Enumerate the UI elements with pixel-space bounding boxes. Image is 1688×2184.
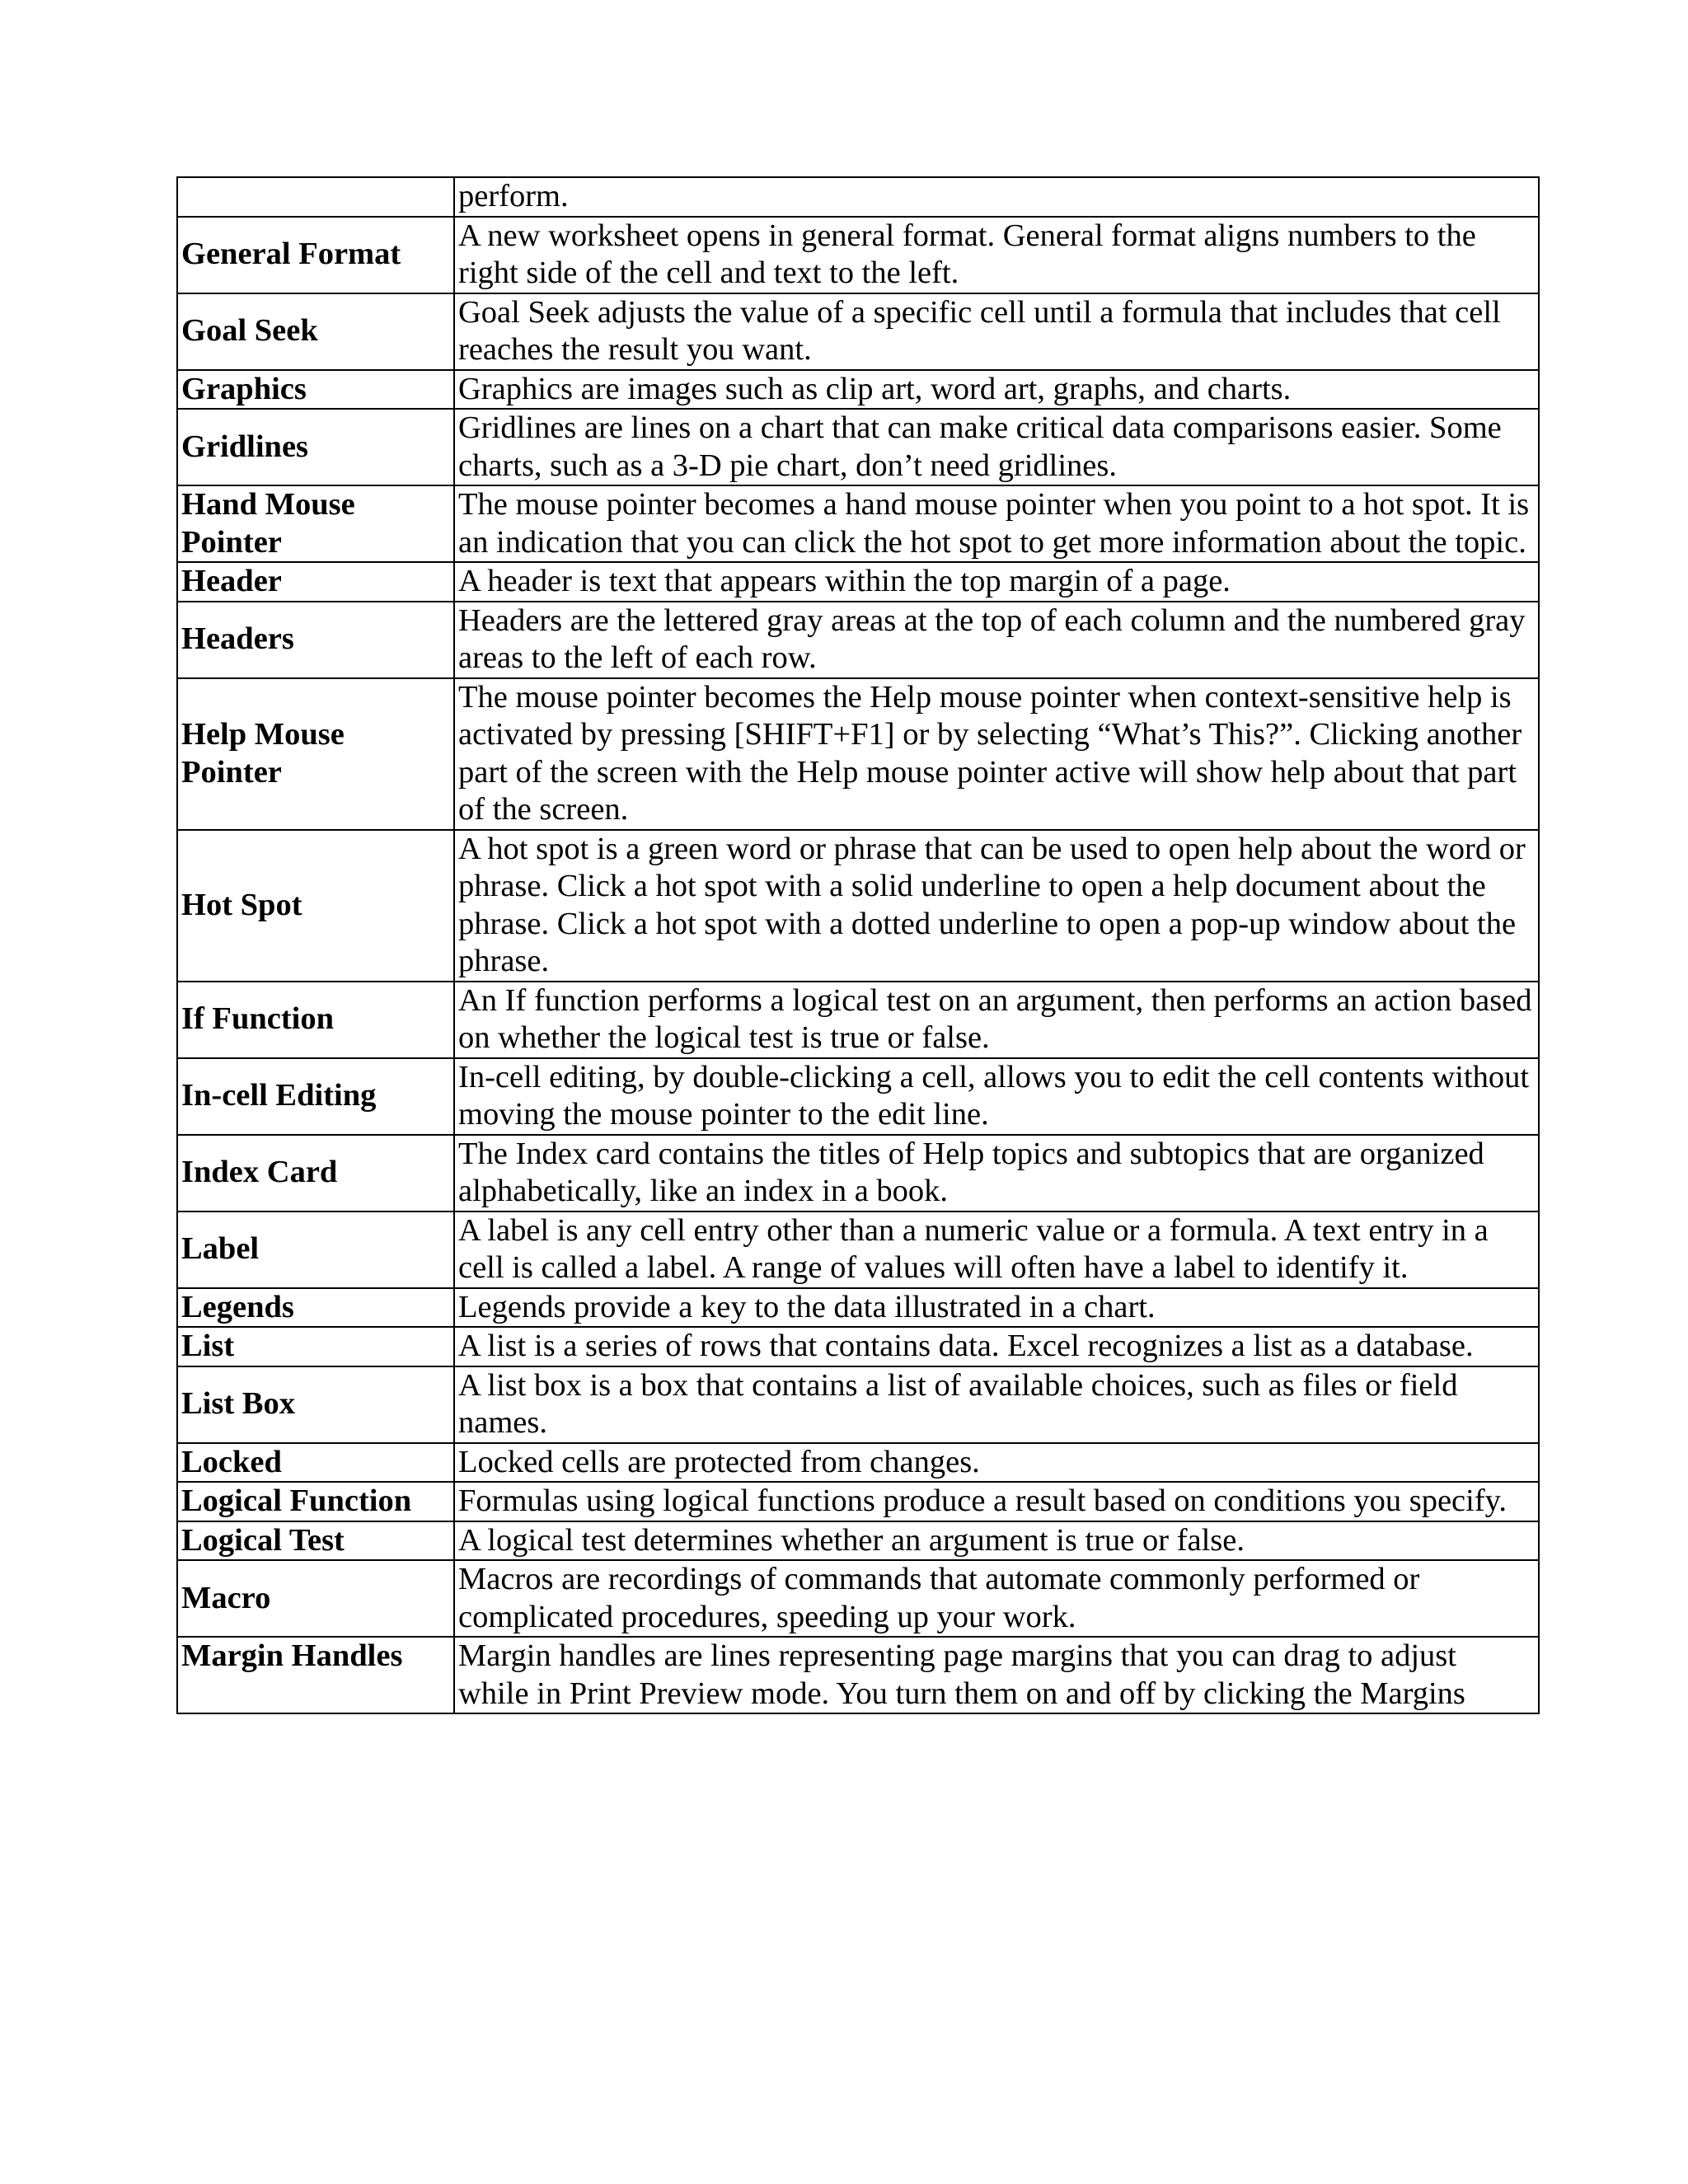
table-row: [177, 1366, 1539, 1443]
glossary-term: Locked: [177, 1443, 454, 1483]
glossary-body: [177, 177, 1539, 1713]
glossary-term: If Function: [177, 982, 454, 1058]
table-row: [177, 1443, 1539, 1483]
table-row: [177, 485, 1539, 562]
table-row: [177, 678, 1539, 830]
table-row: [177, 1560, 1539, 1637]
glossary-term: Macro: [177, 1560, 454, 1637]
glossary-term: Logical Test: [177, 1521, 454, 1561]
glossary-definition: The mouse pointer becomes a hand mouse pointer when you point to a hot spot. It is an indication that you can click the hot spot to get more information about the topic.: [454, 485, 1539, 562]
table-row: [177, 602, 1539, 678]
glossary-definition: Macros are recordings of commands that automate commonly performed or complicated procedures, speeding up your work.: [454, 1560, 1539, 1637]
table-row: [177, 1521, 1539, 1561]
glossary-term: In-cell Editing: [177, 1058, 454, 1135]
table-row: [177, 177, 1539, 217]
table-row: [177, 293, 1539, 370]
glossary-definition: The mouse pointer becomes the Help mouse pointer when context-sensitive help is activated by pressing [SHIFT+F1] or by selecting “What’s This?”. Clicking another part of the screen with the Help mouse pointer active will show help about that part of the screen.: [454, 678, 1539, 830]
glossary-term: Hot Spot: [177, 830, 454, 982]
glossary-term: [177, 177, 454, 217]
glossary-definition: A hot spot is a green word or phrase that can be used to open help about the word or phrase. Click a hot spot with a solid underline to open a help document about the phrase. Click a hot spot with a dotted underline to open a pop-up window about the phrase.: [454, 830, 1539, 982]
glossary-term: List Box: [177, 1366, 454, 1443]
table-row: [177, 830, 1539, 982]
glossary-term: Margin Handles: [177, 1637, 454, 1713]
glossary-definition: A label is any cell entry other than a numeric value or a formula. A text entry in a cell is called a label. A range of values will often have a label to identify it.: [454, 1212, 1539, 1288]
glossary-term: Label: [177, 1212, 454, 1288]
table-row: [177, 1637, 1539, 1713]
glossary-definition: In-cell editing, by double-clicking a cell, allows you to edit the cell contents without moving the mouse pointer to the edit line.: [454, 1058, 1539, 1135]
table-row: [177, 1058, 1539, 1135]
glossary-definition: Locked cells are protected from changes.: [454, 1443, 1539, 1483]
glossary-table: [176, 176, 1540, 1714]
glossary-definition: A new worksheet opens in general format. General format aligns numbers to the right side of the cell and text to the left.: [454, 217, 1539, 293]
glossary-definition: Formulas using logical functions produce a result based on conditions you specify.: [454, 1482, 1539, 1521]
glossary-definition: Gridlines are lines on a chart that can make critical data comparisons easier. Some charts, such as a 3-D pie chart, don’t need gridlines.: [454, 409, 1539, 485]
glossary-definition: An If function performs a logical test on an argument, then performs an action based on whether the logical test is true or false.: [454, 982, 1539, 1058]
glossary-definition: Goal Seek adjusts the value of a specific cell until a formula that includes that cell reaches the result you want.: [454, 293, 1539, 370]
table-row: [177, 982, 1539, 1058]
glossary-term: Help Mouse Pointer: [177, 678, 454, 830]
glossary-definition: Headers are the lettered gray areas at the top of each column and the numbered gray areas to the left of each row.: [454, 602, 1539, 678]
table-row: [177, 1288, 1539, 1328]
glossary-term: Header: [177, 562, 454, 602]
glossary-term: Legends: [177, 1288, 454, 1328]
glossary-definition: A list box is a box that contains a list of available choices, such as files or field names.: [454, 1366, 1539, 1443]
glossary-term: General Format: [177, 217, 454, 293]
table-row: [177, 409, 1539, 485]
table-row: [177, 370, 1539, 410]
glossary-definition: Graphics are images such as clip art, word art, graphs, and charts.: [454, 370, 1539, 410]
glossary-definition: Margin handles are lines representing page margins that you can drag to adjust while in Print Preview mode. You turn them on and off by clicking the Margins: [454, 1637, 1539, 1713]
glossary-definition: The Index card contains the titles of Help topics and subtopics that are organized alphabetically, like an index in a book.: [454, 1135, 1539, 1212]
glossary-term: Index Card: [177, 1135, 454, 1212]
table-row: [177, 1327, 1539, 1366]
table-row: [177, 562, 1539, 602]
table-row: [177, 1212, 1539, 1288]
glossary-term: Logical Function: [177, 1482, 454, 1521]
glossary-term: List: [177, 1327, 454, 1366]
glossary-definition: Legends provide a key to the data illustrated in a chart.: [454, 1288, 1539, 1328]
glossary-term: Hand Mouse Pointer: [177, 485, 454, 562]
table-row: [177, 1135, 1539, 1212]
glossary-definition: A list is a series of rows that contains data. Excel recognizes a list as a database.: [454, 1327, 1539, 1366]
glossary-term: Goal Seek: [177, 293, 454, 370]
glossary-term: Headers: [177, 602, 454, 678]
glossary-definition: A logical test determines whether an argument is true or false.: [454, 1521, 1539, 1561]
glossary-term: Graphics: [177, 370, 454, 410]
glossary-definition: perform.: [454, 177, 1539, 217]
glossary-definition: A header is text that appears within the top margin of a page.: [454, 562, 1539, 602]
table-row: [177, 1482, 1539, 1521]
glossary-term: Gridlines: [177, 409, 454, 485]
table-row: [177, 217, 1539, 293]
